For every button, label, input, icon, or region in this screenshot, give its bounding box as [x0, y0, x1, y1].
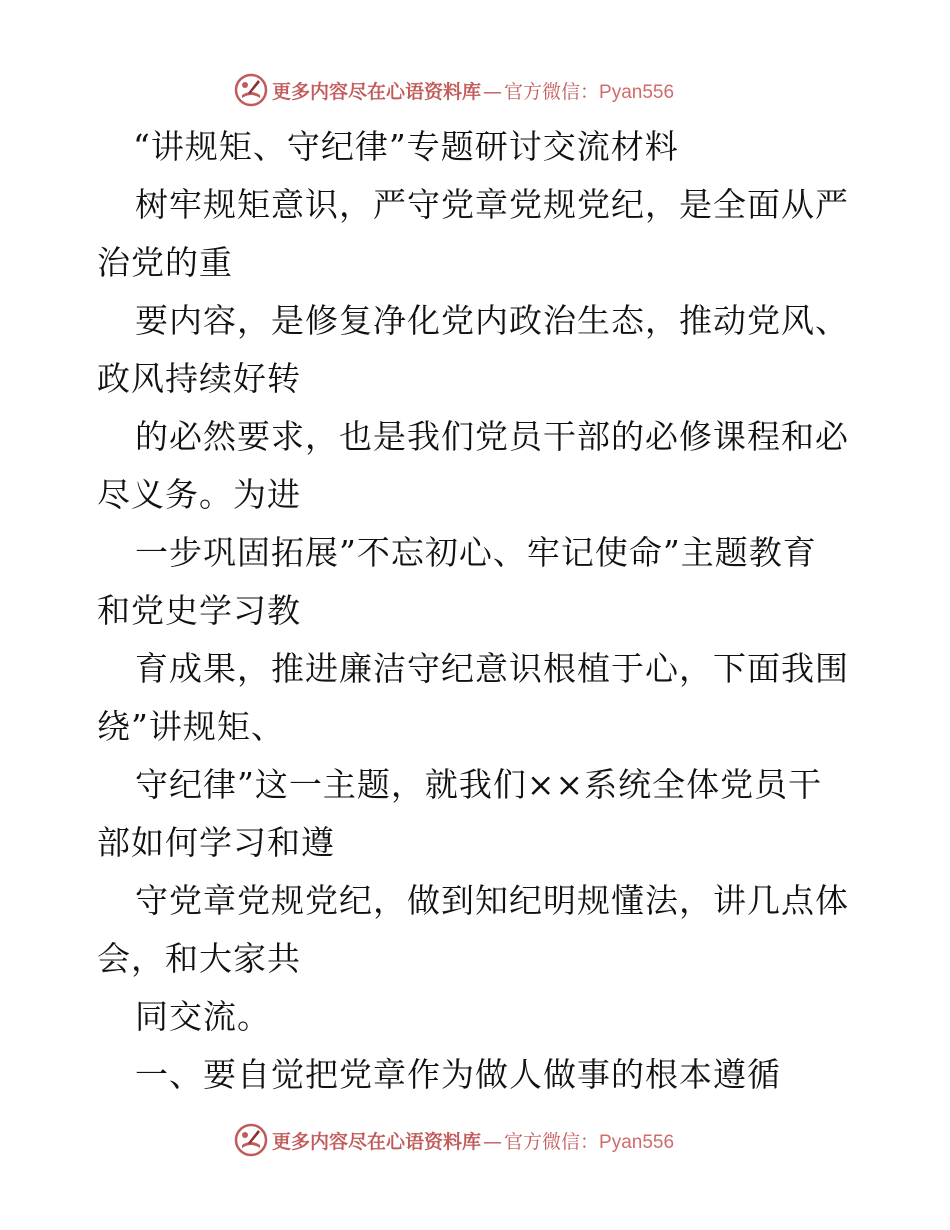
book-quill-logo-icon	[234, 1123, 268, 1157]
watermark-dash: —	[483, 80, 503, 103]
watermark-wechat-id: Pyan556	[599, 81, 675, 103]
paragraph-line: 同交流。	[135, 997, 271, 1036]
section-heading: 一、要自觉把党章作为做人做事的根本遵循	[135, 1055, 781, 1094]
footer-watermark	[234, 1122, 754, 1158]
paragraph-line: 尽义务。为进	[97, 475, 301, 514]
paragraph-line: 治党的重	[97, 243, 233, 282]
paragraph-line: 政风持续好转	[97, 359, 301, 398]
watermark-wechat-label: 官方微信：	[504, 80, 600, 103]
document-body	[97, 118, 857, 1104]
watermark-wechat-id: Pyan556	[599, 1131, 675, 1153]
watermark-main-text: 更多内容尽在心语资料库	[272, 80, 482, 103]
paragraph-line: 育成果，推进廉洁守纪意识根植于心，下面我围	[135, 649, 849, 688]
paragraph-line: 部如何学习和遵	[97, 823, 335, 862]
header-watermark	[234, 72, 754, 108]
paragraph-line: 树牢规矩意识，严守党章党规党纪，是全面从严	[135, 185, 849, 224]
paragraph-line: 一步巩固拓展”不忘初心、牢记使命”主题教育	[135, 533, 817, 572]
watermark-wechat-label: 官方微信：	[504, 1130, 600, 1153]
document-title: “讲规矩、守纪律”专题研讨交流材料	[133, 127, 679, 166]
paragraph-line: 绕”讲规矩、	[97, 707, 285, 746]
watermark-dash: —	[483, 1130, 503, 1153]
paragraph-line: 的必然要求，也是我们党员干部的必修课程和必	[135, 417, 849, 456]
paragraph-line: 和党史学习教	[97, 591, 301, 630]
paragraph-line: 守党章党规党纪，做到知纪明规懂法，讲几点体	[135, 881, 849, 920]
paragraph-line: 会，和大家共	[97, 939, 301, 978]
watermark-main-text: 更多内容尽在心语资料库	[272, 1130, 482, 1153]
book-quill-logo-icon	[234, 73, 268, 107]
paragraph-line: 要内容，是修复净化党内政治生态，推动党风、	[135, 301, 849, 340]
paragraph-line: 守纪律”这一主题，就我们××系统全体党员干	[135, 765, 823, 804]
